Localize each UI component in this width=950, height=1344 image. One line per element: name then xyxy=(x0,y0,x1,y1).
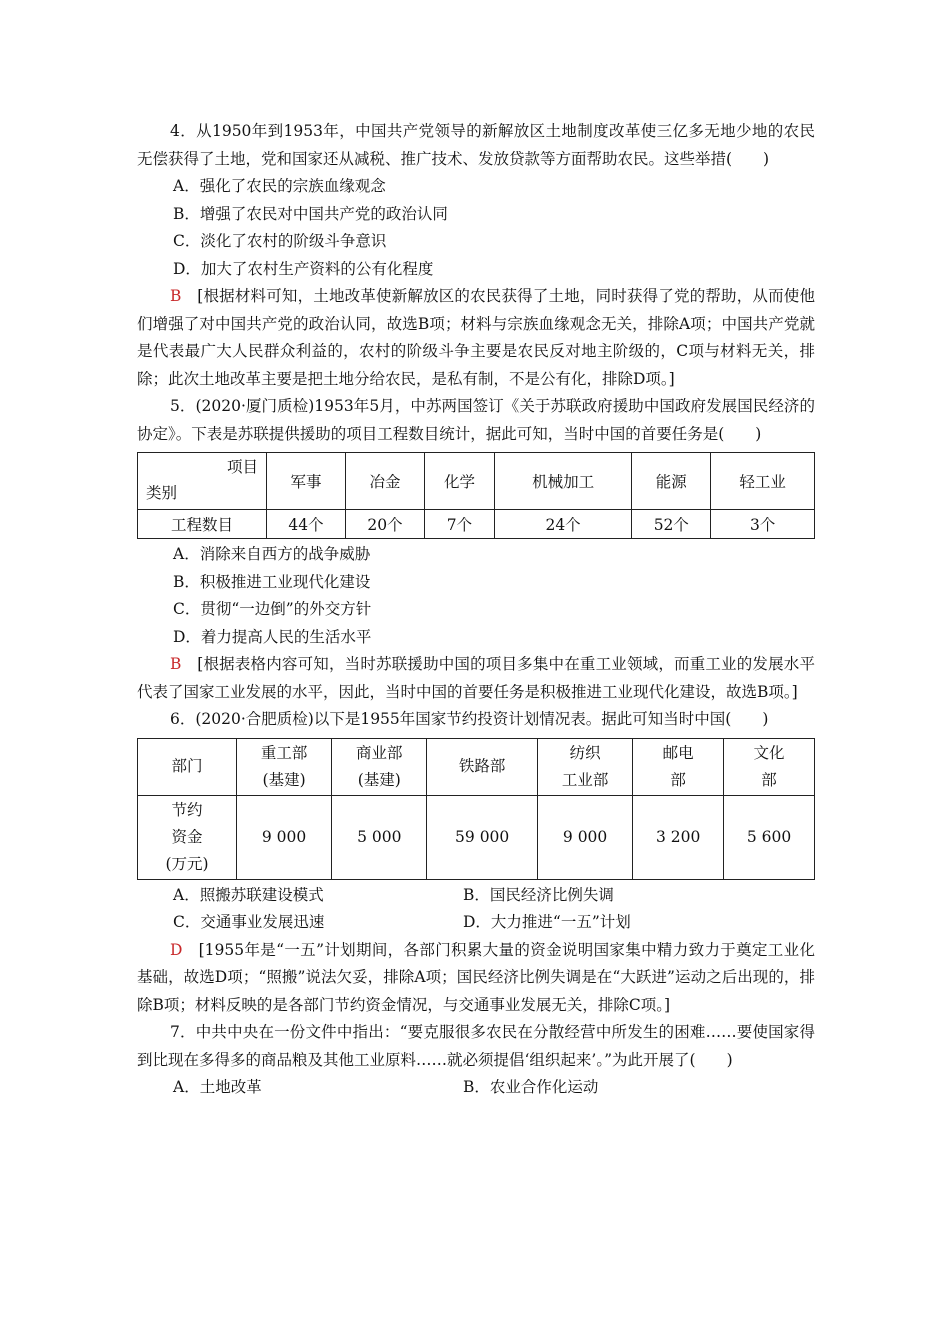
q4-option-b: B．增强了农民对中国共产党的政治认同 xyxy=(173,204,448,223)
q4-explanation: [根据材料可知，土地改革使新解放区的农民获得了土地，同时获得了党的帮助，从而使他们增强了对中国共产党的政治认同，故选B项；材料与宗族血缘观念无关，排除A项；中国共产党就是代表最广大人民群众利益的，农村的阶级斗争主要是农民反对地主阶级的，C项与材料无关，排除；此次土地改革主要是把土地分给农民，是私有制，不是公有化，排除D项。] xyxy=(137,287,815,388)
q7-options-row-1 xyxy=(137,1074,815,1102)
q4-option-a: A．强化了农民的宗族血缘观念 xyxy=(173,177,386,195)
q6-row-label xyxy=(138,795,237,879)
q6-header-line: (基建) xyxy=(357,770,401,789)
q6-option-d: D．大力推进“一五”计划 xyxy=(463,913,631,931)
q5-corner-top: 项目 xyxy=(226,458,258,476)
q5-option-d: D．着力提高人民的生活水平 xyxy=(173,627,372,646)
q6-answer-block xyxy=(137,937,815,1020)
q5-value-cell: 20个 xyxy=(346,510,425,539)
q5-answer-block xyxy=(137,651,815,706)
q6-header-line: 部 xyxy=(761,770,777,789)
q5-option-c: C．贯彻“一边倒”的外交方针 xyxy=(173,600,372,618)
q6-stem: 6．(2020·合肥质检)以下是1955年国家节约投资计划情况表。据此可知当时中国( ) xyxy=(170,710,769,728)
q6-options-row-2 xyxy=(137,909,815,937)
q5-value-cell: 24个 xyxy=(494,510,631,539)
q5-value-cell: 52个 xyxy=(632,510,711,539)
q7-option-a: A．土地改革 xyxy=(173,1078,262,1096)
q6-option-a: A．照搬苏联建设模式 xyxy=(173,885,324,904)
q6-row-label-line: 资金 xyxy=(171,827,203,846)
q4-option-d: D．加大了农村生产资料的公有化程度 xyxy=(173,259,434,278)
q6-header-line: 部 xyxy=(670,770,686,789)
q5-value-cell: 3个 xyxy=(711,510,815,539)
q5-table-corner xyxy=(138,453,267,510)
q4-answer: B xyxy=(170,287,182,305)
q6-value-cell: 3 200 xyxy=(633,795,724,879)
q6-header-line: 铁路部 xyxy=(458,757,506,775)
q6-explanation: [1955年是“一五”计划期间，各部门积累大量的资金说明国家集中精力致力于奠定工业化基础，故选D项；“照搬”说法欠妥，排除A项；国民经济比例失调是在“大跃进”运动之后出现的，排除B项；材料反映的是各部门节约资金情况，与交通事业发展无关，排除C项。] xyxy=(137,940,815,1014)
q6-value-cell: 9 000 xyxy=(538,795,633,879)
q5-table xyxy=(137,452,815,539)
q5-header-cell: 化学 xyxy=(425,453,495,510)
q6-header-cell xyxy=(724,738,815,795)
q6-header-line: 工业部 xyxy=(561,770,609,789)
q6-header-cell xyxy=(427,738,538,795)
q5-answer: B xyxy=(170,655,182,673)
q6-header-line: 重工部 xyxy=(260,743,308,762)
q6-option-c: C．交通事业发展迅速 xyxy=(173,913,325,931)
q6-header-cell xyxy=(633,738,724,795)
q6-header-line: (基建) xyxy=(262,770,306,789)
q6-value-cell: 59 000 xyxy=(427,795,538,879)
q5-header-cell: 机械加工 xyxy=(494,453,631,510)
q6-option-b: B．国民经济比例失调 xyxy=(463,885,614,904)
document-page xyxy=(137,118,815,1102)
q5-explanation: [根据表格内容可知，当时苏联援助中国的项目多集中在重工业领域，而重工业的发展水平代表了国家工业发展的水平，因此，当时中国的首要任务是积极推进工业现代化建设，故选B项。] xyxy=(137,655,815,701)
q6-answer: D xyxy=(170,940,183,959)
q6-value-cell: 5 600 xyxy=(724,795,815,879)
q5-row-label: 工程数目 xyxy=(138,510,267,539)
q5-option-a: A．消除来自西方的战争威胁 xyxy=(173,545,371,563)
q6-header-cell xyxy=(237,738,332,795)
q7-stem: 7．中共中央在一份文件中指出：“要克服很多农民在分散经营中所发生的困难……要使国家得到比现在多得多的商品粮及其他工业原料……就必须提倡‘组织起来’。”为此开展了( ) xyxy=(137,1023,815,1069)
q5-value-cell: 44个 xyxy=(267,510,346,539)
q5-header-cell: 冶金 xyxy=(346,453,425,510)
q6-header-line: 文化 xyxy=(753,743,785,762)
q6-row-label-line: (万元) xyxy=(165,854,209,873)
q5-header-cell: 军事 xyxy=(267,453,346,510)
q6-header-line: 邮电 xyxy=(662,743,694,762)
q4-option-c: C．淡化了农村的阶级斗争意识 xyxy=(173,232,387,250)
q4-answer-block xyxy=(137,283,815,393)
q6-value-cell: 5 000 xyxy=(332,795,427,879)
q6-value-cell: 9 000 xyxy=(237,795,332,879)
q4-stem: 4．从1950年到1953年，中国共产党领导的新解放区土地制度改革使三亿多无地少地的农民无偿获得了土地，党和国家还从减税、推广技术、发放贷款等方面帮助农民。这些举措( ) xyxy=(137,122,815,168)
q5-option-b: B．积极推进工业现代化建设 xyxy=(173,572,371,591)
q5-header-cell: 能源 xyxy=(632,453,711,510)
q6-header-cell xyxy=(538,738,633,795)
q6-header-cell xyxy=(332,738,427,795)
q6-header-line: 纺织 xyxy=(569,743,601,762)
q6-table xyxy=(137,738,815,880)
q6-options-row-1 xyxy=(137,882,815,910)
q6-header-label: 部门 xyxy=(138,738,237,795)
q6-row-label-line: 节约 xyxy=(171,800,203,819)
q5-header-cell: 轻工业 xyxy=(711,453,815,510)
q5-value-cell: 7个 xyxy=(425,510,495,539)
q5-stem: 5．(2020·厦门质检)1953年5月，中苏两国签订《关于苏联政府援助中国政府发展国民经济的协定》。下表是苏联提供援助的项目工程数目统计，据此可知，当时中国的首要任务是( ) xyxy=(137,397,815,443)
q7-option-b: B．农业合作化运动 xyxy=(463,1078,599,1096)
q6-header-line: 商业部 xyxy=(356,743,403,762)
q5-corner-bottom: 类别 xyxy=(146,484,178,502)
